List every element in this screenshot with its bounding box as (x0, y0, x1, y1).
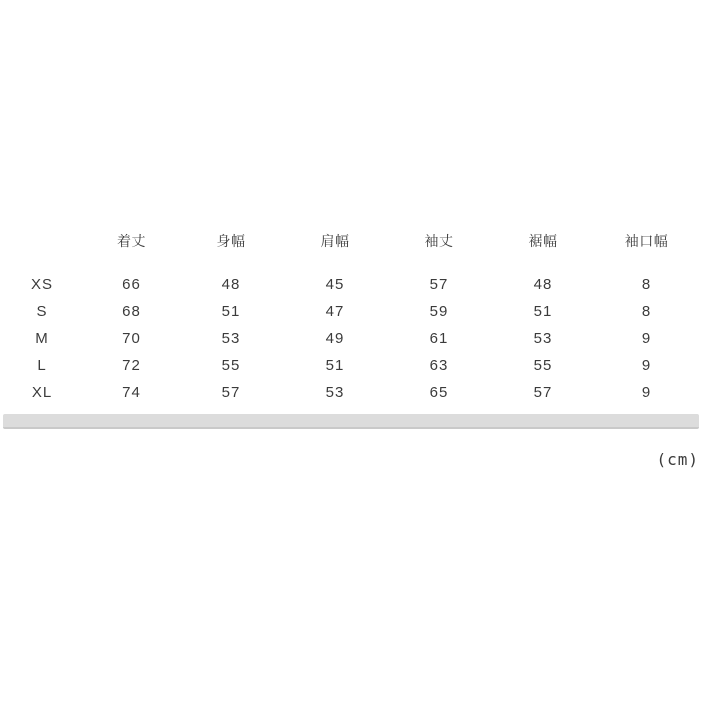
measurement-cell: 57 (429, 276, 449, 293)
column-header-cuff-width: 袖口幅 (624, 233, 669, 249)
unit-label-cm: (cm) (656, 450, 699, 469)
measurement-cell: 51 (533, 303, 553, 320)
measurement-cell: 57 (221, 384, 241, 401)
measurement-cell: 9 (641, 330, 652, 347)
row-size-label: XS (30, 276, 53, 293)
measurement-cell: 53 (533, 330, 553, 347)
measurement-cell: 51 (221, 303, 241, 320)
measurement-cell: 51 (325, 357, 345, 374)
row-size-label: XL (31, 384, 53, 401)
measurement-cell: 48 (221, 276, 241, 293)
measurement-cell: 47 (325, 303, 345, 320)
measurement-cell: 61 (429, 330, 449, 347)
column-header-body-width: 身幅 (216, 233, 246, 249)
measurement-cell: 8 (641, 276, 652, 293)
column-header-sleeve-length: 袖丈 (424, 233, 454, 249)
corner-cell (0, 229, 84, 253)
measurement-cell: 59 (429, 303, 449, 320)
column-header-hem-width: 裾幅 (528, 233, 558, 249)
measurement-cell: 74 (122, 384, 141, 401)
measurement-cell: 55 (533, 357, 553, 374)
measurement-cell: 63 (429, 357, 449, 374)
header-spacer (0, 253, 698, 271)
measurement-cell: 70 (122, 330, 141, 347)
measurement-cell: 66 (122, 276, 141, 293)
measurement-cell: 55 (221, 357, 241, 374)
measurement-cell: 57 (533, 384, 553, 401)
column-header-length: 着丈 (117, 233, 146, 249)
measurement-cell: 72 (122, 357, 141, 374)
column-header-shoulder-width: 肩幅 (320, 233, 350, 249)
measurement-cell: 9 (641, 384, 652, 401)
row-size-label: S (36, 303, 48, 320)
row-size-label: M (35, 330, 49, 347)
measurement-cell: 53 (325, 384, 345, 401)
measurement-cell: 49 (325, 330, 345, 347)
measurement-cell: 53 (221, 330, 241, 347)
measurement-cell: 68 (122, 303, 141, 320)
measurement-cell: 48 (533, 276, 553, 293)
measurement-cell: 45 (325, 276, 345, 293)
measurement-cell: 9 (641, 357, 652, 374)
row-size-label: L (37, 357, 47, 374)
size-chart-table (0, 229, 698, 406)
measurement-cell: 8 (641, 303, 652, 320)
horizontal-scrollbar-thumb[interactable] (3, 414, 699, 429)
measurement-cell: 65 (429, 384, 449, 401)
